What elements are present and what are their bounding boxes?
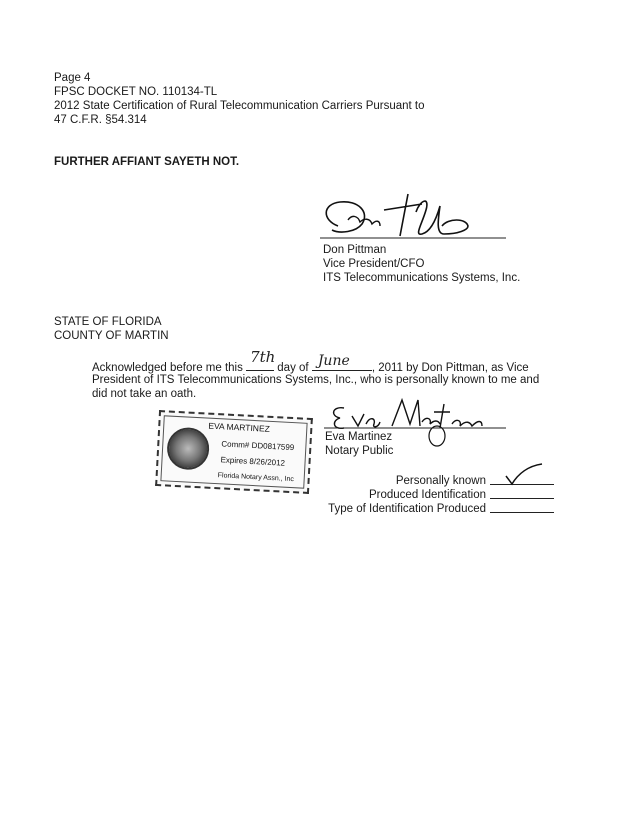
month-handwritten: June: [317, 353, 350, 369]
notary-title: Notary Public: [325, 445, 394, 457]
type-id-label: Type of Identification Produced: [328, 503, 486, 515]
docket-number: FPSC DOCKET NO. 110134-TL: [54, 86, 218, 98]
ack-text-2: day of: [277, 362, 309, 374]
stamp-association: Florida Notary Assn., Inc: [217, 472, 295, 484]
stamp-name: EVA MARTINEZ: [208, 420, 271, 434]
affiant-company: ITS Telecommunications Systems, Inc.: [323, 272, 521, 284]
document-title-line2: 47 C.F.R. §54.314: [54, 114, 147, 126]
ack-text-1: Acknowledged before me this: [92, 362, 243, 374]
ack-text-3: , 2011 by Don Pittman, as Vice: [371, 362, 529, 374]
notary-stamp: [155, 410, 313, 494]
day-blank: [246, 348, 276, 371]
acknowledgment-line3: did not take an oath.: [92, 388, 197, 400]
page-number: Page 4: [54, 72, 91, 84]
produced-id-label: Produced Identification: [369, 489, 486, 501]
check-mark-icon: [504, 462, 544, 488]
document-title-line1: 2012 State Certification of Rural Telecommunication Carriers Pursuant to: [54, 100, 425, 112]
venue-county: COUNTY OF MARTIN: [54, 330, 169, 342]
type-id-blank: [490, 512, 554, 513]
stamp-commission: Comm# DD0817599: [221, 439, 295, 453]
day-handwritten: 7th: [250, 348, 276, 366]
further-affiant-statement: FURTHER AFFIANT SAYETH NOT.: [54, 156, 240, 168]
affiant-title: Vice President/CFO: [323, 258, 425, 270]
stamp-expires: Expires 8/26/2012: [220, 455, 286, 468]
produced-id-blank: [490, 498, 554, 499]
personally-known-label: Personally known: [395, 475, 486, 487]
month-blank: [312, 353, 372, 371]
venue-state: STATE OF FLORIDA: [54, 316, 162, 328]
affiant-name: Don Pittman: [323, 244, 387, 256]
notary-name: Eva Martinez: [325, 431, 393, 443]
acknowledgment-line2: President of ITS Telecommunications Systems, Inc., who is personally known to me and: [92, 374, 540, 386]
affiant-signature: [318, 190, 508, 246]
